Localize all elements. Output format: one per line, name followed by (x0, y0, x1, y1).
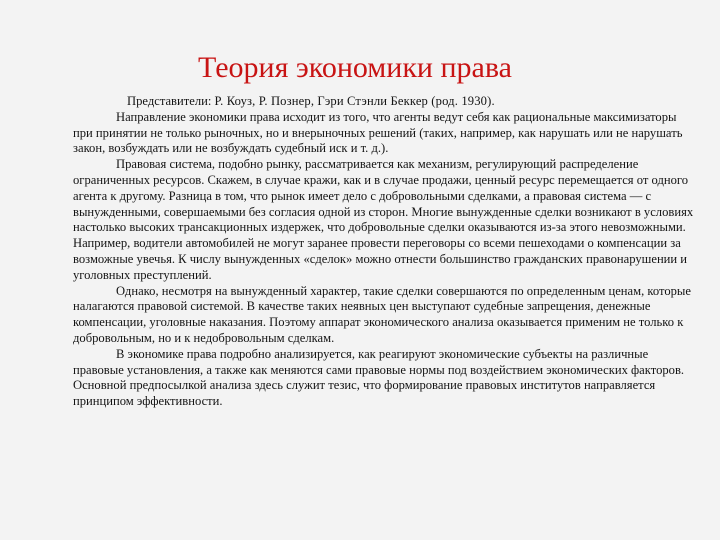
paragraph-2: Правовая система, подобно рынку, рассматривается как механизм, регулирующий распределение ограниченных ресурсов. Скажем, в случае кражи, как и в случае продажи, ценный ресурс перемещается от одного агента к другому. Разница в том, что рынок имеет дело с добровольными сделками, а правовая система — с вынужденными, совершаемыми без согласия одной из сторон. Многие вынужденные сделки возникают в условиях настолько высоких трансакционных издержек, что добровольные сделки оказываются из-за этого невозможными. Например, водители автомобилей не могут заранее провести переговоры со всеми пешеходами о компенсации за возможные увечья. К числу вынужденных «сделок» можно отнести большинство гражданских правонарушении и уголовных преступлений. (73, 157, 694, 282)
paragraph-4: В экономике права подробно анализируется, как реагируют экономические субъекты на различные правовые установления, а также как меняются сами правовые нормы под воздействием экономических факторов. Основной предпосылкой анализа здесь служит тезис, что формирование правовых институтов направляется принципом эффективности. (73, 346, 685, 409)
slide-title (0, 50, 720, 86)
representatives-label: Представители: (127, 94, 212, 108)
slide-title-text: Теория экономики права (198, 51, 512, 84)
representatives-line (73, 93, 695, 110)
slide-body (73, 93, 695, 410)
representatives-names: Р. Коуз, Р. Познер, Гэри Стэнли Беккер (род. 1930). (214, 94, 495, 108)
paragraph-1: Направление экономики права исходит из того, что агенты ведут себя как рациональные максимизаторы при принятии не только рыночных, но и внерыночных решений (таких, например, как нарушать или не нарушать закон, возбуждать или не возбуждать судебный иск и т. д.). (73, 109, 683, 156)
paragraph-3: Однако, несмотря на вынужденный характер, такие сделки совершаются по определенным ценам, которые налагаются правовой системой. В качестве таких неявных цен выступают судебные запрещения, денежные компенсации, уголовные наказания. Поэтому аппарат экономического анализа оказывается применим не только к добровольным, но и к недобровольным сделкам. (73, 283, 691, 345)
